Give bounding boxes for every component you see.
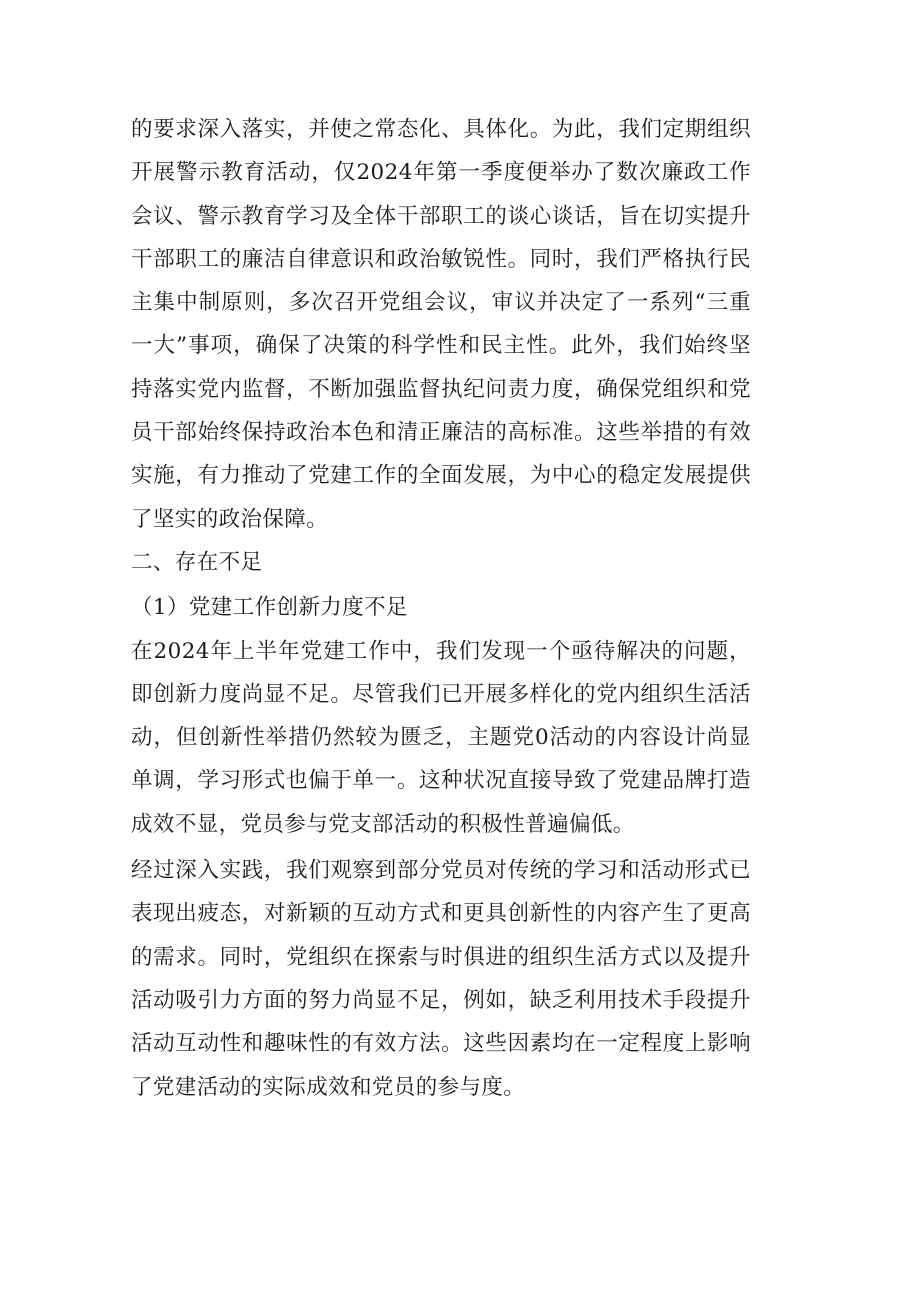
- paragraph-innovation-lacking: 在2024年上半年党建工作中，我们发现一个亟待解决的问题，即创新力度尚显不足。尽管我们已开展多样化的党内组织生活活动，但创新性举措仍然较为匮乏，主题党0活动的内容设计尚显单调，学习形式也偏于单一。这种状况直接导致了党建品牌打造成效不显，党员参与党支部活动的积极性普遍偏低。: [131, 638, 751, 837]
- section-heading-shortcomings: 二、存在不足: [131, 549, 263, 575]
- paragraph-member-feedback: 经过深入实践，我们观察到部分党员对传统的学习和活动形式已表现出疲态，对新颖的互动方式和更具创新性的内容产生了更高的需求。同时，党组织在探索与时俱进的组织生活方式以及提升活动吸引力方面的努力尚显不足，例如，缺乏利用技术手段提升活动互动性和趣味性的有效方法。这些因素均在一定程度上影响了党建活动的实际成效和党员的参与度。: [131, 858, 751, 1100]
- document-body: [131, 108, 751, 1109]
- subsection-heading-innovation: （1）党建工作创新力度不足: [131, 595, 408, 621]
- paragraph-party-building-measures: 的要求深入落实，并使之常态化、具体化。为此，我们定期组织开展警示教育活动，仅2024年第一季度便举办了数次廉政工作会议、警示教育学习及全体干部职工的谈心谈话，旨在切实提升干部职工的廉洁自律意识和政治敏锐性。同时，我们严格执行民主集中制原则，多次召开党组会议，审议并决定了一系列“三重一大”事项，确保了决策的科学性和民主性。此外，我们始终坚持落实党内监督，不断加强监督执纪问责力度，确保党组织和党员干部始终保持政治本色和清正廉洁的高标准。这些举措的有效实施，有力推动了党建工作的全面发展，为中心的稳定发展提供了坚实的政治保障。: [131, 117, 751, 532]
